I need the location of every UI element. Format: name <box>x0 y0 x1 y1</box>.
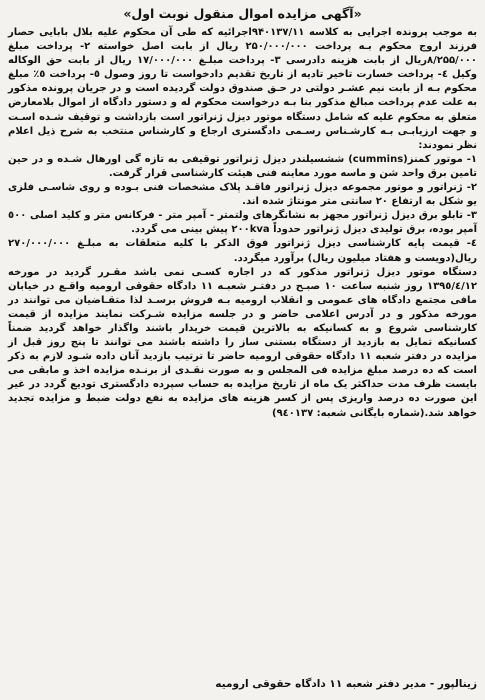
intro-paragraph: به موجب پرونده اجرایی به کلاسه ۹۴۰۱۳۷/۱۱اجرائیه که طی آن محکوم علیه بلال بابایی حصار فرزند اروج محکوم بـه پرداخت ۲۵۰/۰۰۰/۰۰۰ ریال از بابت اصل خواسته ۲- پرداخت مبلغ ۸/۲۵۵/۰۰۰ریال از بابت هزینه دادرسی ۳- پرداخت مبلـغ ۱۷/۰۰۰/۰۰۰ ریال از بابت حق الوکاله وکیل ٤- پرداخت خسارت تاخیر تادیه از تاریخ تقدیم دادخواست تا روز وصول ٥- پرداخت ٥٪ مبلغ محکوم بـه از بابت نیم عشـر دولتی در حـق صندوق دولت گردیده است و در جریان پرونده مذکور به علت عدم پرداخت مبالغ مذکور بنا بـه درخواست محکوم له و دستور دادگاه از اموال بلامعارض متعلق به محکوم علیه که شامل دستگاه موتور دیزل ژنراتور است بازداشت و توقیف شـده اسـت و جهت ارزیابـی بـه کارشـناس رسـمی دادگستری ارجاع و کارشناس منتخب به شرح ذیل اعلام نظر نمودند: <box>8 27 478 151</box>
notice-title: «آگهی مزایده اموال منقول نوبت اول» <box>123 6 362 21</box>
signature-line: زینالپور - مدیر دفتر شعبه ۱۱ دادگاه حقوقی ارومیه <box>215 678 477 690</box>
expert-item-3: ۳- تابلو برق دیزل ژنراتور مجهز به نشانگرهای ولتمتر - آمپر متر - فرکانس متر و کلید اصلی ٥٠٠ آمپر بوده، برق تولیدی دیزل ژنراتور حدوداً ۲۰۰kva پیش بینی می گردد. <box>8 210 477 236</box>
notice-body <box>8 26 477 421</box>
expert-item-2: ۲- ژنراتور و موتور مجموعه دیزل ژنراتور فاقـد پلاک مشخصات فنی بـوده و روی شاسـی فلزی یو شکل به ارتفاع ۲۰ سانتی متر مونتاژ شده اند. <box>8 182 477 208</box>
expert-item-4: ٤- قیمت پایه کارشناسی دیزل ژنراتور فوق الذکر با کلیه متعلقات به مبلـغ ۲۷۰/۰۰۰/۰۰۰ ریال(دویست و هفتاد میلیون ریال) برآورد میگردد. <box>8 238 477 264</box>
closing-paragraph: دستگاه موتور دیزل ژنراتور مذکور که در اجاره کسـی نمی باشد مقـرر گردید در مورخه ۱۳۹٥/٤/۱۲ روز شنبه ساعت ۱۰ صبـح در دفتـر شعبـه ۱۱ دادگاه حقوقی ارومیه واقـع در خیابان مافی مجتمع دادگاه های عمومی و انقلاب ارومیه بـه فروش برسـد لذا متقـاضیان می توانند در مورخه مذکور و در آدرس اعلامی حاضر و در جلسه مزایده شـرکت نمایند مزایده از قیمت کارشناسی شروع و به کسانیکه به بالاترین قیمت خریدار باشند واگذار خواهد گردید ضمناً کسانیکه تمایل به بازدید از دستگاه بستنی ساز را داشته باشند می توانند تا پنج روز قبل از مزایده در دفتر شعبه ۱۱ دادگاه حقوقی ارومیه حاضر تا ترتیب بازدید آنان داده شـود لازم به ذکر است که ده درصد مبلغ مزایده فی المجلس و به صورت نقـدی از برنـده مزایده اخذ و مابقی می بایست ظرف مدت حداکثر یک ماه از تاریخ مزایده به حساب سپرده دادگستری تودیع گردد در غیر این صورت ده درصد واریزی پس از کسر هزینه های مزایده به نفع دولت ضبط و مزایده تجدید خواهد شد.(شماره بایگانی شعبه: ۹٤۰۱۳۷) <box>8 266 477 419</box>
expert-item-1: ۱- موتور کمنز(cummins) ششسیلندر دیزل ژنراتور توقیفی به تازه گی اورهال شـده و در حین تامین برق واحد شن و ماسه مورد معاینه فنی هیئت کارشناسی قرار گرفت. <box>8 153 477 179</box>
